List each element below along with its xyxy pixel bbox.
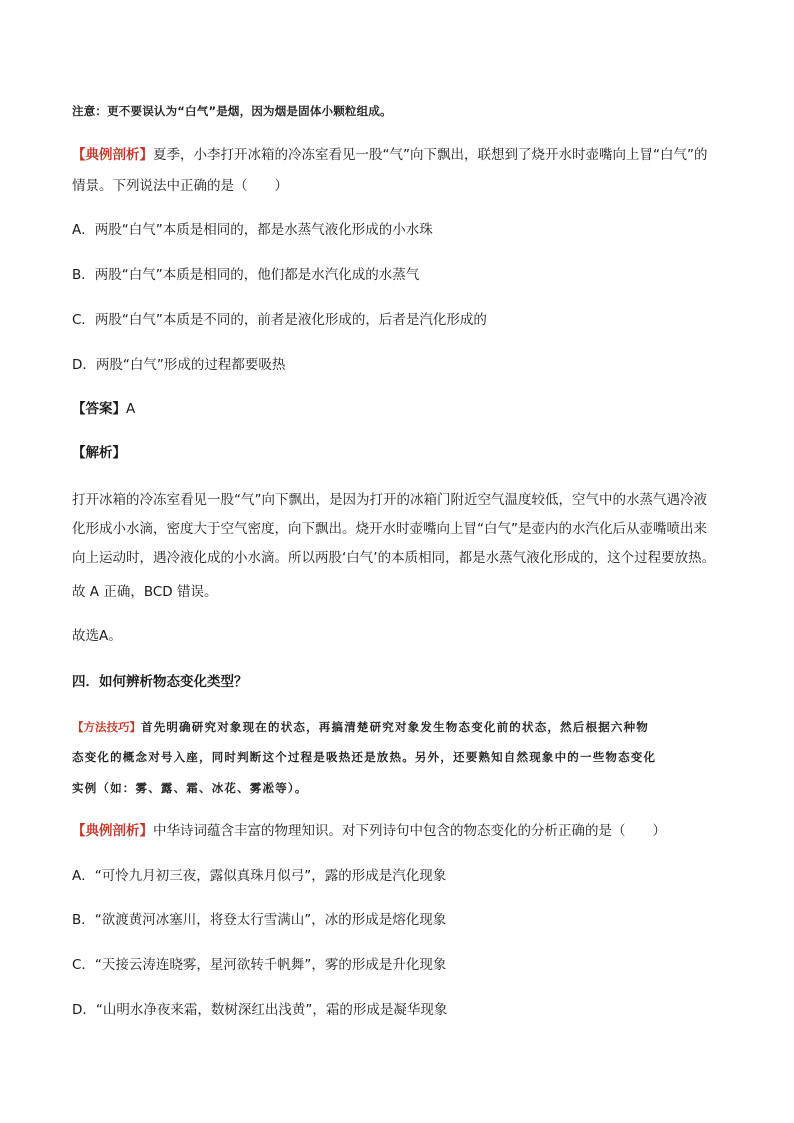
example2-question-line bbox=[72, 821, 722, 841]
example1-option-c: C．两股“白气”本质是不同的，前者是液化形成的，后者是汽化形成的 bbox=[72, 312, 487, 328]
analysis-line-2: 化形成小水滴，密度大于空气密度，向下飘出。烧开水时壶嘴向上冒“白气”是壶内的水汽化后从壶嘴喷出来 bbox=[72, 521, 707, 537]
analysis-label: 【解析】 bbox=[72, 445, 126, 461]
example1-tag: 【典例剖析】 bbox=[72, 147, 153, 163]
example1-question-line-2: 情景。下列说法中正确的是（ ） bbox=[72, 178, 288, 194]
example2-option-a: A．“可怜九月初三夜，露似真珠月似弓”，露的形成是汽化现象 bbox=[72, 868, 447, 884]
method-line-3: 实例（如：雾、露、霜、冰花、雾凇等）。 bbox=[72, 781, 308, 795]
method-line-1 bbox=[72, 717, 722, 737]
example2-option-b: B．“欲渡黄河冰塞川，将登太行雪满山”，冰的形成是熔化现象 bbox=[72, 912, 447, 928]
example2-question-text: 中华诗词蕴含丰富的物理知识。对下列诗句中包含的物态变化的分析正确的是（ ） bbox=[153, 823, 666, 839]
example1-option-d: D．两股“白气”形成的过程都要吸热 bbox=[72, 357, 286, 373]
answer-label: 【答案】 bbox=[72, 401, 126, 417]
example1-option-b: B．两股“白气”本质是相同的，他们都是水汽化成的水蒸气 bbox=[72, 267, 420, 283]
analysis-line-4: 故 A 正确，BCD 错误。 bbox=[72, 584, 218, 600]
method-text-1: 首先明确研究对象现在的状态，再搞清楚研究对象发生物态变化前的状态，然后根据六种物 bbox=[141, 720, 649, 734]
analysis-line-1: 打开冰箱的冷冻室看见一股“气”向下飘出，是因为打开的冰箱门附近空气温度较低，空气中的水蒸气遇冷液 bbox=[72, 492, 707, 508]
example2-option-c: C．“天接云涛连晓雾，星河欲转千帆舞”，雾的形成是升化现象 bbox=[72, 957, 447, 973]
example2-option-d: D．“山明水净夜来霜，数树深红出浅黄”，霜的形成是凝华现象 bbox=[72, 1002, 448, 1018]
method-line-2: 态变化的概念对号入座，同时判断这个过程是吸热还是放热。另外，还要熟知自然现象中的一些物态变化 bbox=[72, 750, 657, 764]
example1-question-line-1 bbox=[72, 145, 722, 165]
example1-conclusion: 故选A。 bbox=[72, 628, 122, 644]
example1-answer bbox=[72, 399, 722, 419]
example2-tag: 【典例剖析】 bbox=[72, 823, 153, 839]
answer-value: A bbox=[126, 401, 136, 417]
analysis-line-3: 向上运动时，遇冷液化成的小水滴。所以两股‘白气’的本质相同，都是水蒸气液化形成的，这个过程要放热。 bbox=[72, 550, 716, 566]
method-tag: 【方法技巧】 bbox=[72, 720, 141, 734]
example1-question-text: 夏季，小李打开冰箱的冷冻室看见一股“气”向下飘出，联想到了烧开水时壶嘴向上冒“白气”的 bbox=[153, 147, 708, 163]
example1-option-a: A．两股“白气”本质是相同的，都是水蒸气液化形成的小水珠 bbox=[72, 222, 433, 238]
note-text: 注意：更不要误认为“白气”是烟，因为烟是固体小颗粒组成。 bbox=[72, 104, 392, 118]
section-4-heading: 四．如何辨析物态变化类型？ bbox=[72, 674, 248, 690]
